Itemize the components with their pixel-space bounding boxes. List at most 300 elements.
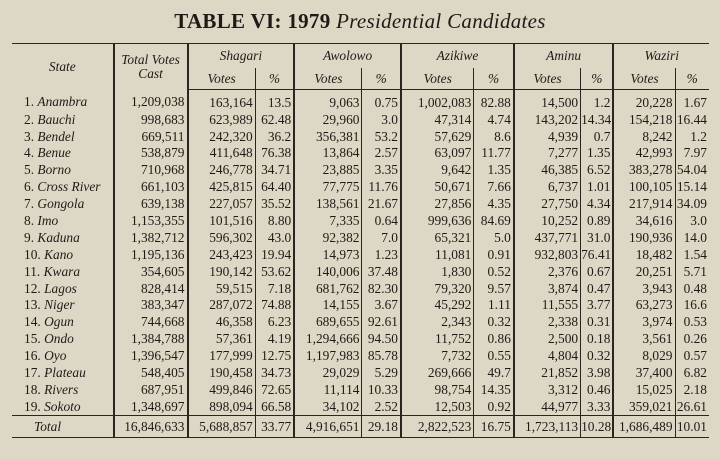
state-cell <box>12 212 114 229</box>
votes-cell: 10,252 <box>514 212 581 229</box>
table-row <box>12 297 709 314</box>
percent-cell: 6.82 <box>675 364 709 381</box>
state-name: Bauchi <box>37 111 76 127</box>
votes-cell: 15,025 <box>613 381 675 398</box>
state-name: Bendel <box>37 128 75 144</box>
votes-cell: 8,029 <box>613 347 675 364</box>
votes-cell: 246,778 <box>188 162 256 179</box>
votes-cell: 50,671 <box>401 178 474 195</box>
candidate-header: Azikiwe <box>401 44 514 69</box>
state-number: 15. <box>24 331 41 347</box>
total-votes-cell: 998,683 <box>114 111 188 128</box>
votes-cell: 2,500 <box>514 330 581 347</box>
votes-subheader: Votes <box>514 68 581 90</box>
votes-cell: 190,936 <box>613 229 675 246</box>
percent-cell: 1.35 <box>581 145 614 162</box>
table-row <box>12 246 709 263</box>
percent-cell: 1.2 <box>675 128 709 145</box>
votes-cell: 57,361 <box>188 330 256 347</box>
votes-cell: 11,555 <box>514 297 581 314</box>
table-row <box>12 90 709 111</box>
table-row <box>12 280 709 297</box>
percent-cell: 72.65 <box>255 381 294 398</box>
votes-cell: 42,993 <box>613 145 675 162</box>
total-votes-cell: 639,138 <box>114 195 188 212</box>
votes-cell: 217,914 <box>613 195 675 212</box>
state-cell <box>12 347 114 364</box>
votes-cell: 29,960 <box>294 111 362 128</box>
votes-cell: 20,228 <box>613 90 675 111</box>
percent-cell: 94.50 <box>362 330 401 347</box>
percent-cell: 37.48 <box>362 263 401 280</box>
table-row <box>12 263 709 280</box>
total-percent-cell: 33.77 <box>255 415 294 437</box>
percent-cell: 6.23 <box>255 314 294 331</box>
total-votes-cell: 1,209,038 <box>114 90 188 111</box>
votes-cell: 689,655 <box>294 314 362 331</box>
state-cell <box>12 297 114 314</box>
state-number: 11. <box>24 263 41 279</box>
state-name: Ogun <box>44 314 74 330</box>
percent-cell: 7.66 <box>474 178 514 195</box>
votes-cell: 44,977 <box>514 398 581 415</box>
table-row <box>12 128 709 145</box>
votes-cell: 269,666 <box>401 364 474 381</box>
votes-cell: 18,482 <box>613 246 675 263</box>
percent-cell: 54.04 <box>676 162 707 178</box>
state-name: Benue <box>37 145 71 161</box>
percent-cell: 92.61 <box>362 314 401 331</box>
state-number: 2. <box>24 111 35 127</box>
state-name: Borno <box>37 162 71 178</box>
percent-cell: 3.33 <box>581 398 614 415</box>
table-row <box>12 178 709 195</box>
table-row <box>12 229 709 246</box>
percent-cell: 62.48 <box>255 111 294 128</box>
total-votes-cell: 1,723,113 <box>514 415 581 437</box>
total-votes-cell: 383,347 <box>114 297 188 314</box>
votes-cell: 3,874 <box>514 280 581 297</box>
percent-cell: 26.61 <box>676 398 707 414</box>
total-percent-cell: 16.75 <box>474 415 514 437</box>
total-votes-cell: 687,951 <box>114 381 188 398</box>
percent-cell: 11.77 <box>474 145 514 162</box>
table-row <box>12 398 709 415</box>
total-votes-cell: 548,405 <box>114 364 188 381</box>
percent-cell: 1.54 <box>675 246 709 263</box>
total-votes-cell: 661,103 <box>114 178 188 195</box>
percent-cell: 82.30 <box>362 280 401 297</box>
votes-cell: 9,642 <box>401 162 474 179</box>
state-cell <box>12 330 114 347</box>
state-name: Rivers <box>44 381 79 397</box>
percent-subheader: % <box>581 68 614 90</box>
state-header: State <box>12 44 114 90</box>
grand-total-cell: 16,846,633 <box>114 415 188 437</box>
candidate-header: Awolowo <box>294 44 401 69</box>
votes-cell: 46,385 <box>514 162 581 179</box>
votes-cell: 596,302 <box>188 229 256 246</box>
votes-cell: 77,775 <box>294 178 362 195</box>
votes-cell: 11,114 <box>294 381 362 398</box>
percent-cell: 0.48 <box>675 280 709 297</box>
votes-cell: 140,006 <box>294 263 362 280</box>
percent-cell: 5.71 <box>675 263 709 280</box>
votes-cell: 7,732 <box>401 347 474 364</box>
candidate-header: Aminu <box>514 44 614 69</box>
state-cell <box>12 364 114 381</box>
table-body <box>12 90 709 416</box>
percent-cell: 0.32 <box>474 314 514 331</box>
votes-cell: 98,754 <box>401 381 474 398</box>
percent-cell: 9.57 <box>474 280 514 297</box>
percent-cell: 35.52 <box>255 195 294 212</box>
votes-cell: 1,002,083 <box>401 90 474 111</box>
votes-cell: 14,500 <box>514 90 581 111</box>
votes-cell: 1,197,983 <box>294 347 362 364</box>
state-number: 12. <box>24 280 41 296</box>
percent-subheader: % <box>675 68 709 90</box>
votes-cell: 138,561 <box>294 195 362 212</box>
total-votes-cell: 1,396,547 <box>114 347 188 364</box>
votes-cell: 242,320 <box>188 128 256 145</box>
percent-cell: 3.67 <box>362 297 401 314</box>
votes-cell: 57,629 <box>401 128 474 145</box>
table-row <box>12 162 709 179</box>
percent-cell: 1.01 <box>581 178 614 195</box>
votes-cell: 11,081 <box>401 246 474 263</box>
votes-cell: 1,294,666 <box>294 330 362 347</box>
state-name: Kaduna <box>37 229 80 245</box>
percent-cell: 2.57 <box>362 145 401 162</box>
votes-cell: 7,277 <box>514 145 581 162</box>
total-votes-cell: 1,686,489 <box>613 415 675 437</box>
state-cell <box>12 398 114 415</box>
state-cell <box>12 111 114 128</box>
total-votes-cell: 1,195,136 <box>114 246 188 263</box>
votes-cell: 143,202 <box>514 111 581 128</box>
state-number: 13. <box>24 297 41 313</box>
percent-cell: 82.88 <box>474 90 514 111</box>
percent-cell: 3.0 <box>362 111 401 128</box>
percent-cell: 1.2 <box>581 90 614 111</box>
votes-cell: 623,989 <box>188 111 256 128</box>
total-votes-cell: 354,605 <box>114 263 188 280</box>
percent-cell: 16.6 <box>675 297 709 314</box>
state-name: Anambra <box>37 94 88 110</box>
percent-cell: 3.98 <box>581 364 614 381</box>
results-table <box>12 43 709 438</box>
table-row <box>12 195 709 212</box>
votes-cell: 999,636 <box>401 212 474 229</box>
votes-cell: 2,338 <box>514 314 581 331</box>
percent-cell: 0.31 <box>581 314 614 331</box>
state-name: Sokoto <box>44 398 81 414</box>
state-name: Gongola <box>37 196 85 212</box>
state-cell <box>12 145 114 162</box>
votes-cell: 13,864 <box>294 145 362 162</box>
votes-cell: 27,856 <box>401 195 474 212</box>
total-percent-cell: 29.18 <box>362 415 401 437</box>
votes-cell: 14,155 <box>294 297 362 314</box>
table-row <box>12 330 709 347</box>
state-cell <box>12 381 114 398</box>
votes-cell: 681,762 <box>294 280 362 297</box>
votes-cell: 100,105 <box>613 178 675 195</box>
candidate-header: Waziri <box>613 44 709 69</box>
votes-cell: 359,021 <box>613 398 675 415</box>
percent-cell: 3.0 <box>675 212 709 229</box>
votes-cell: 21,852 <box>514 364 581 381</box>
percent-cell: 85.78 <box>362 347 401 364</box>
state-name: Imo <box>37 212 59 228</box>
votes-cell: 37,400 <box>613 364 675 381</box>
percent-cell: 0.64 <box>362 212 401 229</box>
votes-cell: 154,218 <box>613 111 675 128</box>
table-title <box>0 9 720 34</box>
votes-cell: 63,273 <box>613 297 675 314</box>
state-name: Cross River <box>37 179 101 195</box>
percent-cell: 0.18 <box>581 330 614 347</box>
percent-cell: 36.2 <box>255 128 294 145</box>
state-name: Ondo <box>44 331 74 347</box>
votes-cell: 4,939 <box>514 128 581 145</box>
votes-cell: 12,503 <box>401 398 474 415</box>
percent-cell: 0.46 <box>581 381 614 398</box>
state-cell <box>12 314 114 331</box>
state-name: Plateau <box>44 364 86 380</box>
total-votes-cell: 669,511 <box>114 128 188 145</box>
percent-cell: 6.52 <box>581 162 614 179</box>
votes-cell: 23,885 <box>294 162 362 179</box>
total-votes-cell: 1,382,712 <box>114 229 188 246</box>
votes-cell: 411,648 <box>188 145 256 162</box>
total-row <box>12 415 709 437</box>
state-cell <box>12 162 114 179</box>
votes-cell: 227,057 <box>188 195 256 212</box>
percent-cell: 15.14 <box>676 179 707 195</box>
state-number: 10. <box>24 246 41 262</box>
percent-cell: 0.86 <box>474 330 514 347</box>
percent-cell: 4.74 <box>474 111 514 128</box>
votes-cell: 4,804 <box>514 347 581 364</box>
votes-cell: 898,094 <box>188 398 256 415</box>
title-number: TABLE VI: <box>174 9 282 33</box>
percent-cell: 2.18 <box>675 381 709 398</box>
table-row <box>12 145 709 162</box>
votes-cell: 287,072 <box>188 297 256 314</box>
votes-cell: 47,314 <box>401 111 474 128</box>
percent-cell: 0.7 <box>581 128 614 145</box>
votes-cell: 163,164 <box>188 90 256 111</box>
state-number: 16. <box>24 348 41 364</box>
percent-cell: 49.7 <box>474 364 514 381</box>
percent-cell: 11.76 <box>362 178 401 195</box>
votes-cell: 34,102 <box>294 398 362 415</box>
total-votes-header <box>114 44 188 90</box>
cast-label: Cast <box>138 65 163 81</box>
state-number: 3. <box>24 128 35 144</box>
votes-cell: 34,616 <box>613 212 675 229</box>
votes-cell: 65,321 <box>401 229 474 246</box>
votes-cell: 14,973 <box>294 246 362 263</box>
percent-cell: 0.26 <box>675 330 709 347</box>
percent-cell: 53.62 <box>255 263 294 280</box>
percent-cell: 2.52 <box>362 398 401 415</box>
total-votes-cell: 538,879 <box>114 145 188 162</box>
votes-cell: 190,142 <box>188 263 256 280</box>
percent-cell: 7.18 <box>255 280 294 297</box>
votes-cell: 27,750 <box>514 195 581 212</box>
percent-cell: 4.35 <box>474 195 514 212</box>
percent-subheader: % <box>255 68 294 90</box>
state-number: 1. <box>24 94 35 110</box>
percent-cell: 14.0 <box>675 229 709 246</box>
percent-cell: 4.19 <box>255 330 294 347</box>
percent-cell: 21.67 <box>362 195 401 212</box>
state-number: 4. <box>24 145 35 161</box>
percent-cell: 3.35 <box>362 162 401 179</box>
percent-cell: 0.53 <box>675 314 709 331</box>
state-number: 5. <box>24 162 35 178</box>
state-cell <box>12 90 114 111</box>
votes-cell: 243,423 <box>188 246 256 263</box>
percent-cell: 16.44 <box>676 111 707 127</box>
votes-cell: 425,815 <box>188 178 256 195</box>
state-name: Niger <box>44 297 75 313</box>
votes-subheader: Votes <box>401 68 474 90</box>
total-votes-cell: 1,348,697 <box>114 398 188 415</box>
percent-cell: 64.40 <box>255 178 294 195</box>
votes-cell: 45,292 <box>401 297 474 314</box>
total-label: Total <box>12 415 114 437</box>
votes-cell: 3,561 <box>613 330 675 347</box>
percent-cell: 0.75 <box>362 90 401 111</box>
state-cell <box>12 280 114 297</box>
votes-cell: 190,458 <box>188 364 256 381</box>
state-cell <box>12 128 114 145</box>
percent-cell: 3.77 <box>581 297 614 314</box>
table-row <box>12 212 709 229</box>
percent-cell: 1.67 <box>675 90 709 111</box>
votes-cell: 11,752 <box>401 330 474 347</box>
total-votes-cell: 1,153,355 <box>114 212 188 229</box>
percent-cell: 7.0 <box>362 229 401 246</box>
votes-subheader: Votes <box>294 68 362 90</box>
percent-cell: 0.92 <box>474 398 514 415</box>
votes-cell: 3,312 <box>514 381 581 398</box>
percent-cell: 0.89 <box>581 212 614 229</box>
state-number: 7. <box>24 196 35 212</box>
percent-cell: 34.71 <box>255 162 294 179</box>
percent-cell: 10.33 <box>362 381 401 398</box>
percent-cell: 8.6 <box>474 128 514 145</box>
votes-cell: 46,358 <box>188 314 256 331</box>
percent-cell: 43.0 <box>255 229 294 246</box>
total-votes-cell: 828,414 <box>114 280 188 297</box>
votes-cell: 499,846 <box>188 381 256 398</box>
percent-cell: 0.67 <box>581 263 614 280</box>
state-number: 8. <box>24 212 35 228</box>
percent-cell: 0.55 <box>474 347 514 364</box>
percent-cell: 0.47 <box>581 280 614 297</box>
table-row <box>12 314 709 331</box>
percent-subheader: % <box>362 68 401 90</box>
percent-cell: 0.57 <box>675 347 709 364</box>
percent-cell: 1.11 <box>474 297 514 314</box>
percent-cell: 53.2 <box>362 128 401 145</box>
percent-cell: 5.0 <box>474 229 514 246</box>
table-row <box>12 347 709 364</box>
percent-cell: 84.69 <box>474 212 514 229</box>
total-votes-cell: 1,384,788 <box>114 330 188 347</box>
votes-cell: 437,771 <box>514 229 581 246</box>
votes-cell: 177,999 <box>188 347 256 364</box>
percent-cell: 31.0 <box>581 229 614 246</box>
votes-cell: 92,382 <box>294 229 362 246</box>
state-cell <box>12 178 114 195</box>
votes-subheader: Votes <box>613 68 675 90</box>
percent-cell: 5.29 <box>362 364 401 381</box>
percent-cell: 0.91 <box>474 246 514 263</box>
total-votes-cell: 5,688,857 <box>188 415 256 437</box>
votes-cell: 6,737 <box>514 178 581 195</box>
votes-cell: 29,029 <box>294 364 362 381</box>
state-number: 19. <box>24 398 41 414</box>
table-row <box>12 364 709 381</box>
percent-cell: 34.09 <box>676 196 707 212</box>
state-cell <box>12 263 114 280</box>
state-number: 18. <box>24 381 41 397</box>
state-name: Oyo <box>44 348 67 364</box>
total-votes-cell: 744,668 <box>114 314 188 331</box>
percent-cell: 1.35 <box>474 162 514 179</box>
total-votes-cell: 4,916,651 <box>294 415 362 437</box>
state-cell <box>12 195 114 212</box>
state-cell <box>12 229 114 246</box>
votes-cell: 59,515 <box>188 280 256 297</box>
votes-cell: 3,943 <box>613 280 675 297</box>
votes-cell: 63,097 <box>401 145 474 162</box>
percent-cell: 13.5 <box>255 90 294 111</box>
total-percent-cell: 10.28 <box>581 415 614 437</box>
total-votes-label: Total Votes <box>121 52 180 68</box>
table-row <box>12 111 709 128</box>
state-number: 14. <box>24 314 41 330</box>
percent-subheader: % <box>474 68 514 90</box>
percent-cell: 76.38 <box>255 145 294 162</box>
percent-cell: 1.23 <box>362 246 401 263</box>
percent-cell: 4.34 <box>581 195 614 212</box>
votes-cell: 9,063 <box>294 90 362 111</box>
percent-cell: 0.32 <box>581 347 614 364</box>
percent-cell: 12.75 <box>255 347 294 364</box>
votes-cell: 79,320 <box>401 280 474 297</box>
votes-cell: 2,376 <box>514 263 581 280</box>
percent-cell: 76.41 <box>581 246 614 263</box>
votes-cell: 932,803 <box>514 246 581 263</box>
title-year: 1979 <box>287 9 331 33</box>
state-name: Kwara <box>43 263 81 279</box>
percent-cell: 34.73 <box>255 364 294 381</box>
total-votes-cell: 710,968 <box>114 162 188 179</box>
state-number: 9. <box>24 229 35 245</box>
percent-cell: 14.34 <box>581 111 614 128</box>
state-number: 17. <box>24 364 41 380</box>
percent-cell: 8.80 <box>255 212 294 229</box>
table-row <box>12 381 709 398</box>
candidate-header: Shagari <box>188 44 295 69</box>
